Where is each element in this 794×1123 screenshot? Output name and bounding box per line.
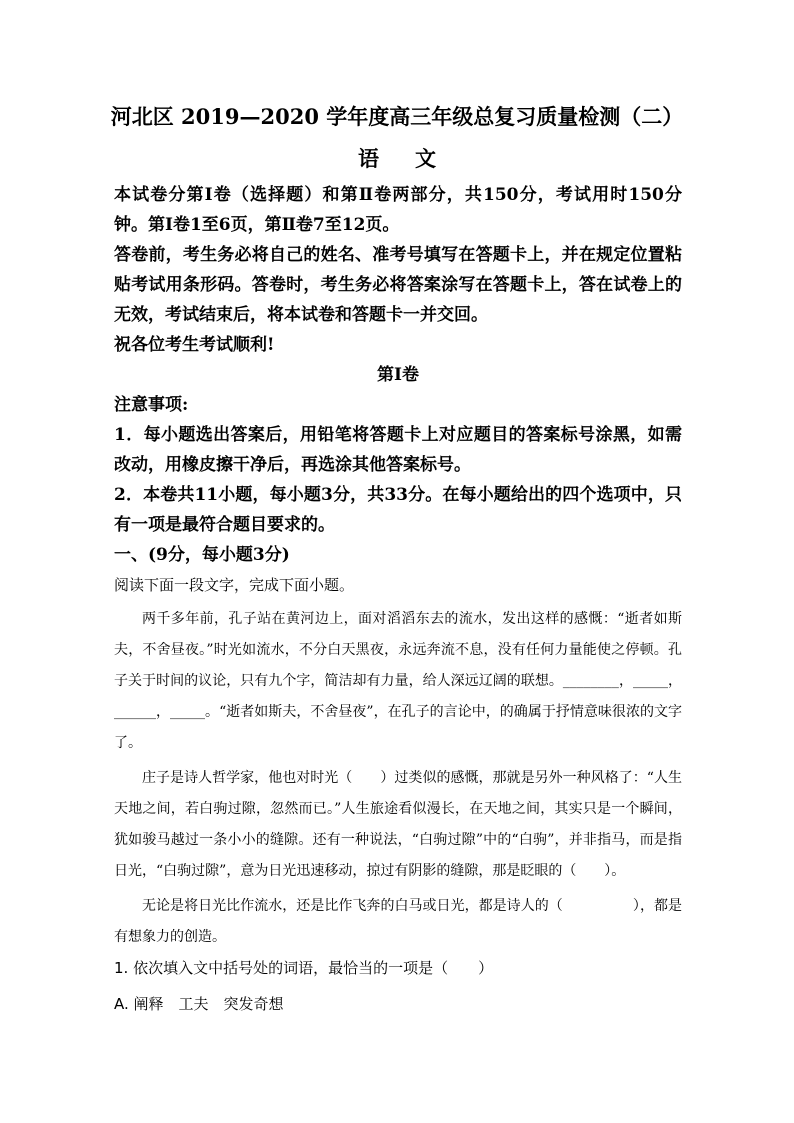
- reading-passage-paragraph-1: 两千多年前，孔子站在黄河边上，面对滔滔东去的流水，发出这样的感慨：“逝者如斯夫，不舍昼夜。”时光如流水，不分白天黑夜，永远奔流不息，没有任何力量能使之停顿。孔子关于时间的议论，只有九个字，简洁却有力量，给人深远辽阔的联想。________，_____，______，_____。“逝者如斯夫，不舍昼夜”，在孔子的言论中，的确属于抒情意味很浓的文字了。: [114, 611, 682, 751]
- notes-label: 注意事项:: [114, 395, 189, 415]
- part-heading: 一、(9分，每小题3分): [114, 545, 290, 565]
- note-item-2: 2．本卷共11小题，每小题3分，共33分。在每小题给出的四个选项中，只有一项是最符合题目要求的。: [114, 485, 682, 535]
- intro-paragraph-wishes: 祝各位考生考试顺利!: [114, 335, 275, 355]
- question-1: 1. 依次填入文中括号处的词语，最恰当的一项是（ ）: [114, 959, 494, 977]
- reading-passage-paragraph-3: 无论是将日光比作流水，还是比作飞奔的白马或日光，都是诗人的（ ），都是有想象力的创造。: [114, 898, 682, 945]
- subject-heading: 语文: [358, 146, 472, 171]
- page-body: [114, 180, 682, 1019]
- intro-paragraph-instructions: 答卷前，考生务必将自己的姓名、准考号填写在答题卡上，并在规定位置粘贴考试用条形码。答卷时，考生务必将答案涂写在答题卡上，答在试卷上的无效，考试结束后，将本试卷和答题卡一并交回。: [114, 245, 682, 325]
- page-title: 河北区 2019—2020 学年度高三年级总复习质量检测（二）: [110, 104, 684, 129]
- reading-passage-paragraph-2: 庄子是诗人哲学家，他也对时光（ ）过类似的感慨，那就是另外一种风格了：“人生天地之间，若白驹过隙，忽然而已。”人生旅途看似漫长，在天地之间，其实只是一个瞬间，犹如骏马越过一条小小的缝隙。还有一种说法，“白驹过隙”中的“白驹”，并非指马，而是指日光，“白驹过隙”，意为日光迅速移动，掠过有阴影的缝隙，那是眨眼的（ ）。: [114, 770, 682, 879]
- reading-instruction: 阅读下面一段文字，完成下面小题。: [114, 576, 355, 594]
- note-item-1: 1．每小题选出答案后，用铅笔将答题卡上对应题目的答案标号涂黑，如需改动，用橡皮擦干净后，再选涂其他答案标号。: [114, 425, 682, 475]
- section-heading: 第Ⅰ卷: [377, 365, 419, 385]
- intro-paragraph-structure: 本试卷分第Ⅰ卷（选择题）和第Ⅱ卷两部分，共150分，考试用时150分钟。第Ⅰ卷1至6页，第Ⅱ卷7至12页。: [114, 185, 682, 235]
- question-1-option-a: A. 阐释 工夫 突发奇想: [114, 995, 284, 1013]
